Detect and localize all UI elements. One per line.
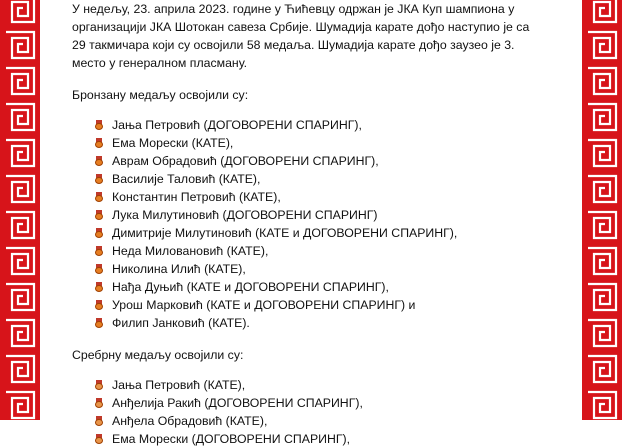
list-item (94, 376, 542, 394)
medal-icon (94, 120, 104, 130)
bronze-list (72, 116, 542, 332)
list-item-text: Ема Морески (ДОГОВОРЕНИ СПАРИНГ), (112, 432, 351, 446)
list-item-text: Јања Петровић (ДОГОВОРЕНИ СПАРИНГ), (112, 118, 362, 132)
intro-paragraph: У недељу, 23. априла 2023. године у Ћићевцу одржан је ЈКА Куп шампиона у организацији ЈКА Шотокан савеза Србије. Шумадија карате дођо наступио је са 29 такмичара који су освојили 58 медаља. Шумадија карате дођо заузео је 3. место у генералном пласману. (72, 2, 530, 70)
bronze-heading: Бронзану медаљу освојили су: (72, 88, 249, 102)
list-item (94, 394, 542, 412)
list-item-text: Ема Морески (КАТЕ), (112, 136, 234, 150)
medal-icon (94, 174, 104, 184)
medal-icon (94, 210, 104, 220)
list-item (94, 296, 542, 314)
list-item-text: Нађа Дуњић (КАТЕ и ДОГОВОРЕНИ СПАРИНГ), (112, 280, 389, 294)
greek-key-border-left (0, 0, 40, 420)
list-item (94, 116, 542, 134)
list-item-text: Василије Таловић (КАТЕ), (112, 172, 261, 186)
list-item-text: Николина Илић (КАТЕ), (112, 262, 246, 276)
medal-icon (94, 434, 104, 444)
list-item (94, 242, 542, 260)
list-item-text: Филип Јанковић (КАТЕ). (112, 316, 250, 330)
list-item (94, 170, 542, 188)
medal-icon (94, 246, 104, 256)
list-item (94, 188, 542, 206)
silver-heading: Сребрну медаљу освојили су: (72, 348, 244, 362)
list-item (94, 314, 542, 332)
greek-key-border-right (582, 0, 622, 420)
list-item (94, 224, 542, 242)
medal-icon (94, 398, 104, 408)
list-item-text: Урош Марковић (КАТЕ и ДОГОВОРЕНИ СПАРИНГ) и (112, 298, 416, 312)
list-item (94, 260, 542, 278)
medal-icon (94, 156, 104, 166)
list-item-text: Аврам Обрадовић (ДОГОВОРЕНИ СПАРИНГ), (112, 154, 379, 168)
medal-icon (94, 282, 104, 292)
list-item-text: Димитрије Милутиновић (КАТЕ и ДОГОВОРЕНИ СПАРИНГ), (112, 226, 458, 240)
greek-key-pattern-left (0, 0, 40, 420)
medal-icon (94, 192, 104, 202)
list-item (94, 134, 542, 152)
list-item-text: Лука Милутиновић (ДОГОВОРЕНИ СПАРИНГ) (112, 208, 378, 222)
list-item-text: Неда Миловановић (КАТЕ), (112, 244, 269, 258)
list-item (94, 152, 542, 170)
list-item (94, 278, 542, 296)
list-item-text: Анђела Обрадовић (КАТЕ), (112, 414, 268, 428)
document-body (72, 0, 542, 448)
medal-icon (94, 318, 104, 328)
list-item-text: Јања Петровић (КАТЕ), (112, 378, 246, 392)
list-item-text: Анђелија Ракић (ДОГОВОРЕНИ СПАРИНГ), (112, 396, 363, 410)
list-item (94, 412, 542, 430)
greek-key-pattern-right (582, 0, 622, 420)
list-item-text: Константин Петровић (КАТЕ), (112, 190, 281, 204)
list-item (94, 430, 542, 448)
medal-icon (94, 300, 104, 310)
medal-icon (94, 380, 104, 390)
medal-icon (94, 416, 104, 426)
silver-list (72, 376, 542, 448)
list-item (94, 206, 542, 224)
medal-icon (94, 264, 104, 274)
medal-icon (94, 138, 104, 148)
medal-icon (94, 228, 104, 238)
